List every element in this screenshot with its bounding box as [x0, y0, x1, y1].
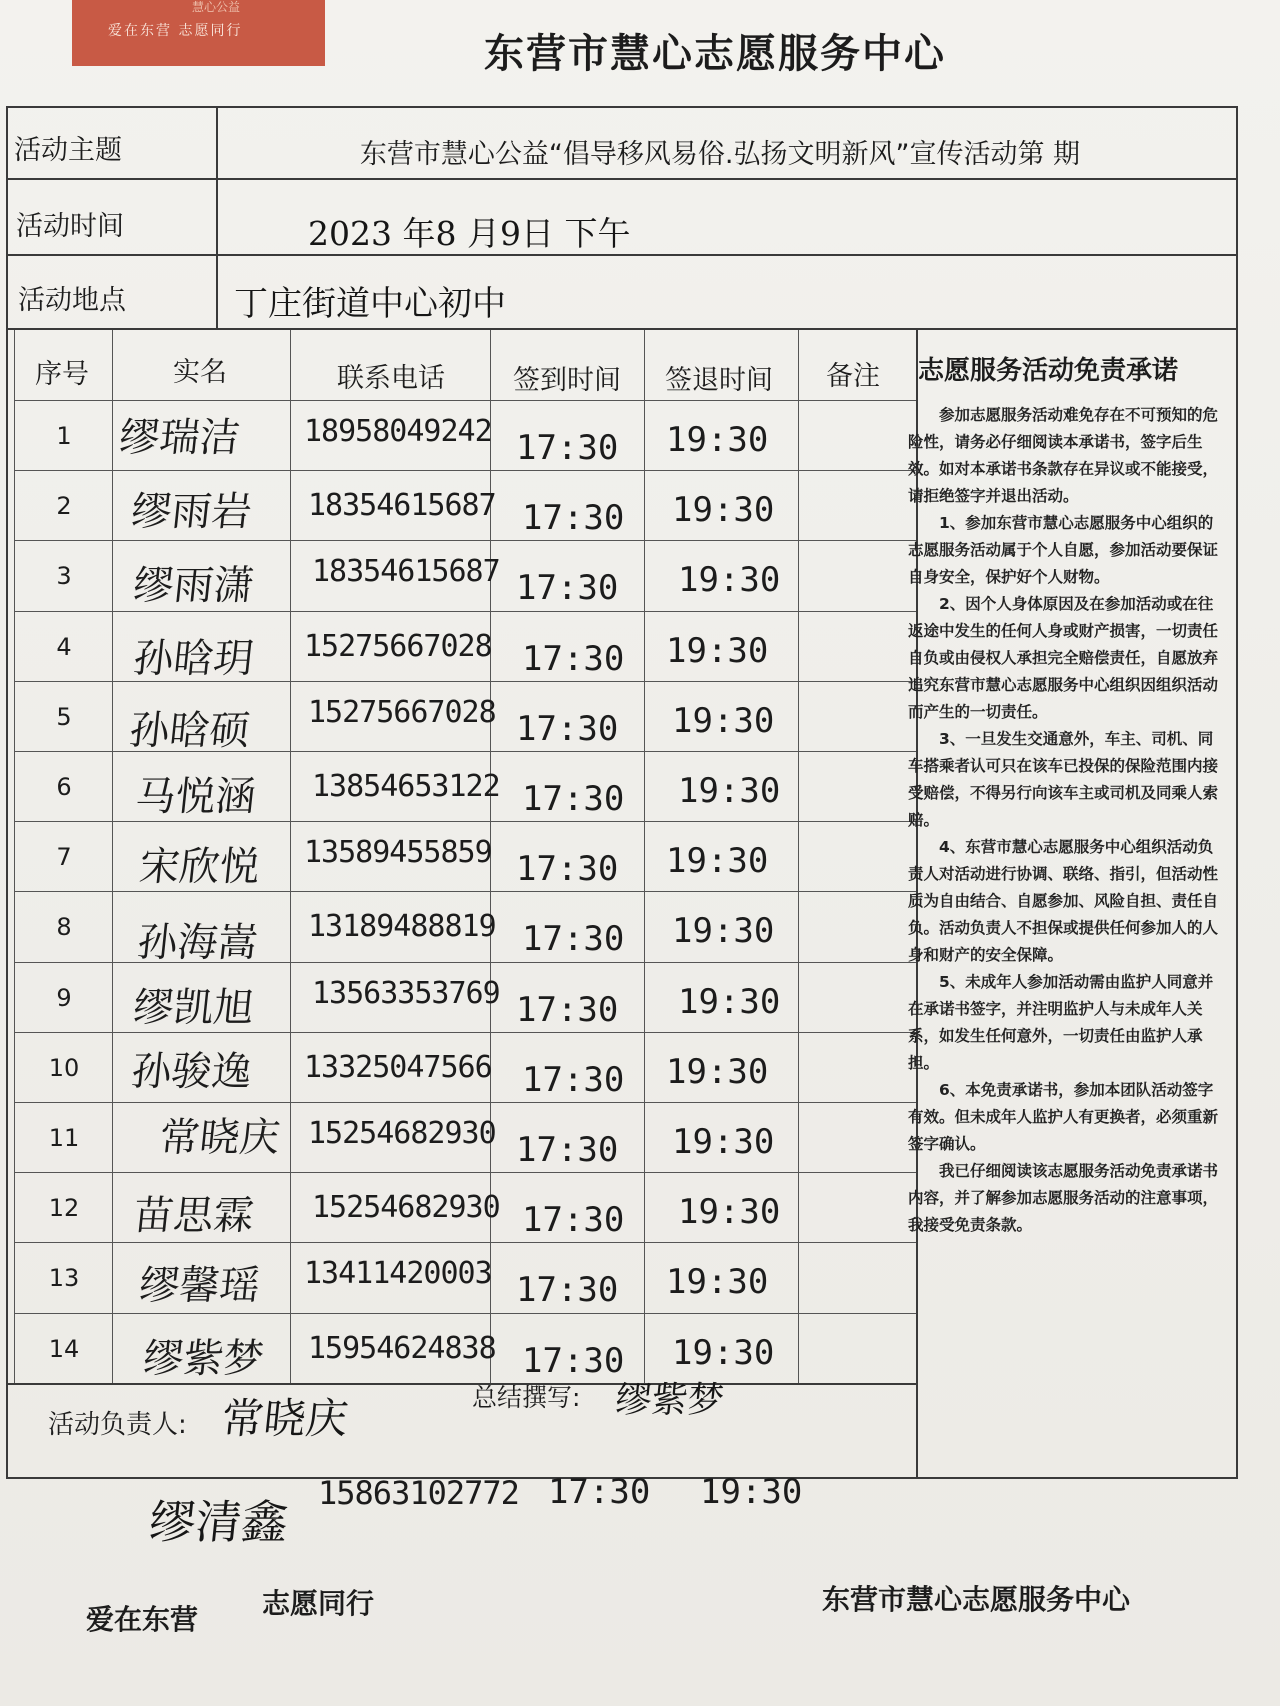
- place-value: 丁庄街道中心初中: [234, 284, 506, 324]
- row-name: 孙骏逸: [129, 1049, 255, 1095]
- row-number: 14: [48, 1335, 80, 1363]
- footer-slogan-mid: 志愿同行: [262, 1587, 375, 1620]
- row-name: 孙海嵩: [135, 920, 261, 966]
- footer-org: 东营市慧心志愿服务中心: [822, 1583, 1131, 1616]
- row-number: 7: [56, 843, 72, 871]
- extra-signer-checkin: 17:30: [548, 1472, 651, 1512]
- grid-line: [14, 1172, 916, 1173]
- row-phone: 13325047566: [304, 1050, 492, 1085]
- row-number: 6: [56, 773, 72, 801]
- row-phone: 18354615687: [308, 488, 496, 523]
- logo-line2: 爱在东营 志愿同行: [108, 23, 243, 39]
- row-name: 缪雨潇: [131, 563, 257, 609]
- place-label: 活动地点: [18, 285, 126, 316]
- grid-line: [798, 330, 799, 1383]
- header-checkout: 签退时间: [665, 365, 773, 396]
- row-number: 9: [56, 984, 72, 1012]
- row-name: 孙晗玥: [131, 636, 257, 682]
- row-phone: 13854653122: [312, 769, 500, 804]
- row-number: 5: [56, 703, 72, 731]
- row-checkin: 17:30: [516, 568, 619, 608]
- row-name: 苗思霖: [131, 1193, 257, 1239]
- row-name: 缪馨瑶: [137, 1263, 263, 1309]
- row-number: 3: [56, 562, 72, 590]
- time-label: 活动时间: [16, 211, 124, 242]
- row-number: 8: [56, 913, 72, 941]
- row-phone: 13189488819: [308, 909, 496, 944]
- time-value: 2023 年8 月9日 下午: [308, 214, 631, 253]
- row-checkout: 19:30: [666, 1052, 769, 1092]
- disclaimer-paragraph: 5、未成年人参加活动需由监护人同意并在承诺书签字，并注明监护人与未成年人关系，如发生任何意外，一切责任由监护人承担。: [908, 973, 1214, 1072]
- disclaimer-title: 志愿服务活动免责承诺: [918, 356, 1179, 386]
- row-number: 2: [56, 492, 72, 520]
- leader-label: 活动负责人:: [48, 1410, 187, 1440]
- grid-line: [14, 611, 916, 612]
- disclaimer-paragraph: 4、东营市慧心志愿服务中心组织活动负责人对活动进行协调、联络、指引，但活动性质为自由结合、自愿参加、风险自担、责任自负。活动负责人不担保或提供任何参加人的人身和财产的安全保障。: [908, 838, 1219, 964]
- header-phone: 联系电话: [337, 363, 445, 394]
- header-no: 序号: [35, 359, 89, 390]
- row-checkin: 17:30: [522, 498, 625, 538]
- row-phone: 15954624838: [308, 1331, 496, 1366]
- writer-signature: 缪紫梦: [613, 1380, 726, 1421]
- row-checkout: 19:30: [666, 841, 769, 881]
- disclaimer-body: [908, 402, 1226, 1239]
- row-name: 常晓庆: [157, 1115, 283, 1161]
- row-checkout: 19:30: [672, 701, 775, 741]
- row-phone: 15275667028: [304, 629, 492, 664]
- row-number: 10: [48, 1054, 80, 1082]
- row-name: 缪紫梦: [141, 1336, 267, 1382]
- row-name: 缪雨岩: [129, 489, 255, 535]
- disclaimer-paragraph: 我已仔细阅读该志愿服务活动免责承诺书内容，并了解参加志愿服务活动的注意事项，我接受免责条款。: [908, 1162, 1219, 1234]
- row-checkin: 17:30: [522, 1341, 625, 1381]
- row-name: 缪凯旭: [131, 985, 257, 1031]
- row-phone: 15254682930: [312, 1190, 500, 1225]
- row-phone: 18354615687: [312, 554, 500, 589]
- row-checkout: 19:30: [672, 911, 775, 951]
- row-checkin: 17:30: [516, 428, 619, 468]
- row-checkin: 17:30: [516, 1130, 619, 1170]
- row-checkout: 19:30: [672, 1122, 775, 1162]
- row-checkout: 19:30: [678, 1192, 781, 1232]
- row-name: 孙晗硕: [127, 708, 253, 754]
- divider: [6, 328, 1238, 330]
- row-phone: 13411420003: [304, 1256, 492, 1291]
- grid-line: [14, 470, 916, 471]
- footer-slogan-left: 爱在东营: [86, 1603, 199, 1636]
- row-phone: 15275667028: [308, 695, 496, 730]
- row-checkout: 19:30: [666, 1262, 769, 1302]
- disclaimer-paragraph: 2、因个人身体原因及在参加活动或在往返途中发生的任何人身或财产损害，一切责任自负或由侵权人承担完全赔偿责任，自愿放弃追究东营市慧心志愿服务中心组织因组织活动而产生的一切责任。: [908, 595, 1219, 721]
- row-checkin: 17:30: [516, 990, 619, 1030]
- row-checkin: 17:30: [522, 919, 625, 959]
- row-checkin: 17:30: [516, 709, 619, 749]
- row-phone: 18958049242: [304, 414, 492, 449]
- row-checkout: 19:30: [678, 560, 781, 600]
- row-checkout: 19:30: [672, 490, 775, 530]
- grid-line: [14, 1242, 916, 1243]
- row-number: 4: [56, 633, 72, 661]
- grid-line: [14, 400, 916, 401]
- divider: [6, 178, 1238, 180]
- disclaimer-paragraph: 1、参加东营市慧心志愿服务中心组织的志愿服务活动属于个人自愿，参加活动要保证自身安全，保护好个人财物。: [908, 514, 1219, 586]
- disclaimer-paragraph: 3、一旦发生交通意外，车主、司机、同车搭乘者认可只在该车已投保的保险范围内接受赔偿，不得另行向该车主或司机及同乘人索赔。: [908, 730, 1219, 829]
- grid-line: [14, 1102, 916, 1103]
- grid-line: [14, 1313, 916, 1314]
- extra-signer-phone: 15863102772: [318, 1474, 519, 1512]
- extra-signer-checkout: 19:30: [700, 1472, 803, 1512]
- page-title: 东营市慧心志愿服务中心: [484, 30, 946, 77]
- header-checkin: 签到时间: [513, 365, 621, 396]
- disclaimer-paragraph: 参加志愿服务活动难免存在不可预知的危险性，请务必仔细阅读本承诺书，签字后生效。如对本承诺书条款存在异议或不能接受，请拒绝签字并退出活动。: [908, 406, 1219, 505]
- row-number: 13: [48, 1264, 80, 1292]
- row-checkout: 19:30: [666, 420, 769, 460]
- row-number: 1: [56, 422, 72, 450]
- logo-line1: 慧心公益: [192, 0, 241, 14]
- writer-label: 总结撰写:: [472, 1383, 581, 1412]
- row-checkin: 17:30: [522, 639, 625, 679]
- row-phone: 15254682930: [308, 1116, 496, 1151]
- row-checkin: 17:30: [516, 849, 619, 889]
- row-checkin: 17:30: [516, 1270, 619, 1310]
- leader-signature: 常晓庆: [219, 1394, 351, 1443]
- disclaimer-paragraph: 6、本免责承诺书，参加本团队活动签字有效。但未成年人监护人有更换者，必须重新签字确认。: [908, 1081, 1219, 1153]
- extra-signer-name: 缪清鑫: [146, 1495, 291, 1549]
- row-name: 缪瑞洁: [117, 415, 243, 461]
- row-phone: 13563353769: [312, 976, 500, 1011]
- grid-line: [644, 330, 645, 1383]
- row-checkin: 17:30: [522, 1060, 625, 1100]
- row-checkin: 17:30: [522, 1200, 625, 1240]
- row-number: 12: [48, 1194, 80, 1222]
- theme-value: 东营市慧心公益“倡导移风易俗.弘扬文明新风”宣传活动第 期: [359, 139, 1081, 170]
- row-number: 11: [48, 1124, 80, 1152]
- row-name: 马悦涵: [133, 774, 259, 820]
- row-checkout: 19:30: [678, 982, 781, 1022]
- theme-label: 活动主题: [14, 135, 122, 166]
- header-name: 实名: [173, 357, 227, 388]
- grid-line: [14, 540, 916, 541]
- grid-line: [290, 330, 291, 1383]
- row-checkout: 19:30: [672, 1333, 775, 1373]
- row-phone: 13589455859: [304, 835, 492, 870]
- divider: [216, 106, 218, 328]
- row-checkin: 17:30: [522, 779, 625, 819]
- row-checkout: 19:30: [678, 771, 781, 811]
- row-name: 宋欣悦: [137, 844, 263, 890]
- header-remark: 备注: [826, 361, 880, 392]
- row-checkout: 19:30: [666, 631, 769, 671]
